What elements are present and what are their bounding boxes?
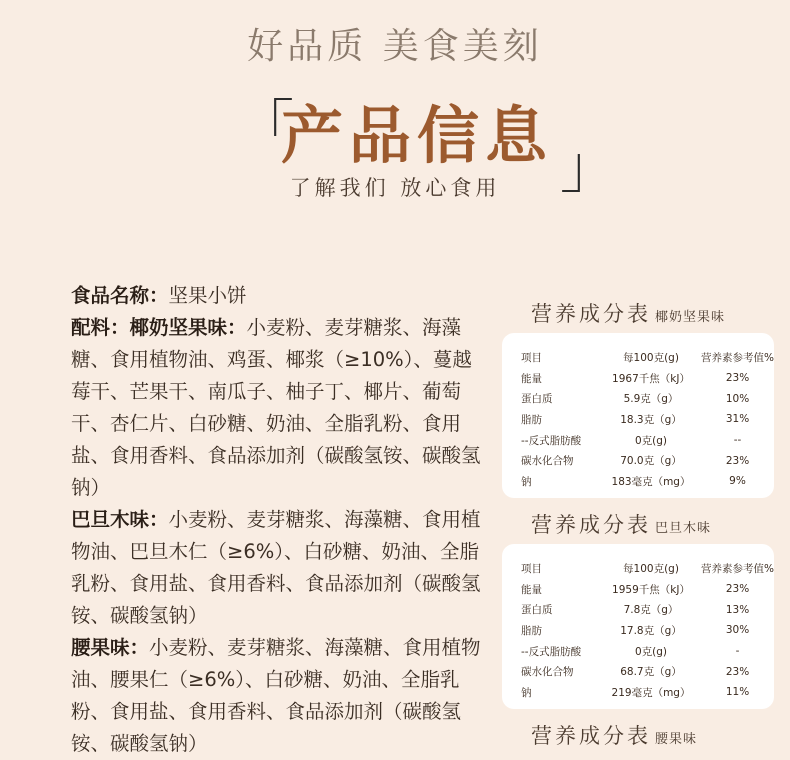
nutrition-title-text: 营养成分表 xyxy=(531,302,651,326)
table-cell: 68.7克（g） xyxy=(620,666,682,679)
header-per100g: 每100克(g) xyxy=(623,562,679,575)
table-cell: 脂肪 xyxy=(521,624,542,637)
table-cell: 7.8克（g） xyxy=(623,604,679,617)
table-row xyxy=(502,682,774,703)
table-row xyxy=(502,641,774,662)
table-cell: 0克(g) xyxy=(634,645,668,658)
nutrition-title-text: 营养成分表 xyxy=(531,513,651,537)
product-name-label: 食品名称： xyxy=(71,284,169,307)
table-cell: 219毫克（mg） xyxy=(611,686,691,699)
nutrition-card-coconut xyxy=(502,333,774,498)
table-cell: 70.0克（g） xyxy=(620,455,682,468)
table-row xyxy=(502,388,774,409)
table-cell: 能量 xyxy=(521,583,542,596)
nutrition-table xyxy=(502,347,774,492)
table-cell: - xyxy=(735,645,740,658)
header-item: 项目 xyxy=(521,562,542,575)
bracket-left: 「 xyxy=(236,93,295,161)
table-header-row xyxy=(502,558,774,579)
coconut-text: 小麦粉、麦芽糖浆、海藻糖、食用植物油、鸡蛋、椰浆（≥10%）、蔓越莓干、芒果干、南瓜子、柚子丁、椰片、葡萄干、杏仁片、白砂糖、奶油、全脂乳粉、食用盐、食用香料、食品添加剂（碳酸氢铵、碳酸氢钠） xyxy=(71,316,481,499)
table-cell: 11% xyxy=(725,686,750,699)
table-row xyxy=(502,368,774,389)
header-nrv: 营养素参考值% xyxy=(701,351,774,364)
table-cell: 18.3克（g） xyxy=(620,413,682,426)
badam-label: 巴旦木味： xyxy=(71,508,169,531)
table-cell: --反式脂肪酸 xyxy=(521,434,582,447)
table-cell: --反式脂肪酸 xyxy=(521,645,582,658)
header-nrv: 营养素参考值% xyxy=(701,562,774,575)
nutrition-flavor: 巴旦木味 xyxy=(655,521,712,536)
table-cell: 5.9克（g） xyxy=(623,393,679,406)
bracket-right: 」 xyxy=(560,133,619,201)
table-row xyxy=(502,430,774,451)
table-cell: 蛋白质 xyxy=(521,393,553,406)
nutrition-table xyxy=(502,558,774,703)
badam-ingredients xyxy=(71,504,481,632)
header-per100g: 每100克(g) xyxy=(623,351,679,364)
coconut-label: 配料：椰奶坚果味： xyxy=(71,316,247,339)
table-cell: 钠 xyxy=(521,475,532,488)
table-cell: 30% xyxy=(725,624,750,637)
nutrition-title-text: 营养成分表 xyxy=(531,724,651,748)
product-name-value: 坚果小饼 xyxy=(168,284,247,307)
table-cell: 钠 xyxy=(521,686,532,699)
table-cell: 23% xyxy=(725,665,750,678)
table-row xyxy=(502,450,774,471)
table-row xyxy=(502,599,774,620)
table-cell: 脂肪 xyxy=(521,413,542,426)
table-cell: 31% xyxy=(725,413,750,426)
table-cell: 1959千焦（kJ） xyxy=(612,583,690,596)
table-cell: 能量 xyxy=(521,372,542,385)
table-cell: 23% xyxy=(725,454,750,467)
nutrition-card-badam xyxy=(502,544,774,709)
table-cell: 9% xyxy=(729,475,746,488)
table-row xyxy=(502,409,774,430)
table-cell: 10% xyxy=(725,392,750,405)
table-cell: 碳水化合物 xyxy=(521,455,574,468)
nutrition-flavor: 腰果味 xyxy=(655,732,698,747)
nutrition-flavor: 椰奶坚果味 xyxy=(655,310,726,325)
nutrition-title-coconut xyxy=(531,298,725,328)
table-cell: 碳水化合物 xyxy=(521,666,574,679)
header-item: 项目 xyxy=(521,351,542,364)
table-header-row xyxy=(502,347,774,368)
table-cell: 17.8克（g） xyxy=(620,624,682,637)
table-cell: 23% xyxy=(725,583,750,596)
tagline: 好品质 美食美刻 xyxy=(247,26,543,67)
ingredients-section xyxy=(71,280,481,760)
table-cell: -- xyxy=(733,434,742,447)
table-cell: 蛋白质 xyxy=(521,604,553,617)
cashew-label: 腰果味： xyxy=(71,636,150,659)
page-title: 产品信息 xyxy=(280,99,553,172)
nutrition-title-badam xyxy=(531,509,711,539)
table-cell: 23% xyxy=(725,372,750,385)
table-cell: 13% xyxy=(725,603,750,616)
table-cell: 0克(g) xyxy=(634,434,668,447)
cashew-text: 小麦粉、麦芽糖浆、海藻糖、食用植物油、腰果仁（≥6%）、白砂糖、奶油、全脂乳粉、食用盐、食用香料、食品添加剂（碳酸氢铵、碳酸氢钠） xyxy=(71,636,481,755)
coconut-ingredients xyxy=(71,312,481,504)
table-row xyxy=(502,579,774,600)
nutrition-title-cashew xyxy=(531,720,697,750)
product-name-line xyxy=(71,280,481,312)
table-row xyxy=(502,471,774,492)
table-row xyxy=(502,620,774,641)
badam-text: 小麦粉、麦芽糖浆、海藻糖、食用植物油、巴旦木仁（≥6%）、白砂糖、奶油、全脂乳粉、食用盐、食用香料、食品添加剂（碳酸氢铵、碳酸氢钠） xyxy=(71,508,481,627)
table-row xyxy=(502,661,774,682)
table-cell: 1967千焦（kJ） xyxy=(612,372,690,385)
table-cell: 183毫克（mg） xyxy=(611,475,691,488)
page-subtitle: 了解我们 放心食用 xyxy=(289,176,501,200)
cashew-ingredients xyxy=(71,632,481,760)
